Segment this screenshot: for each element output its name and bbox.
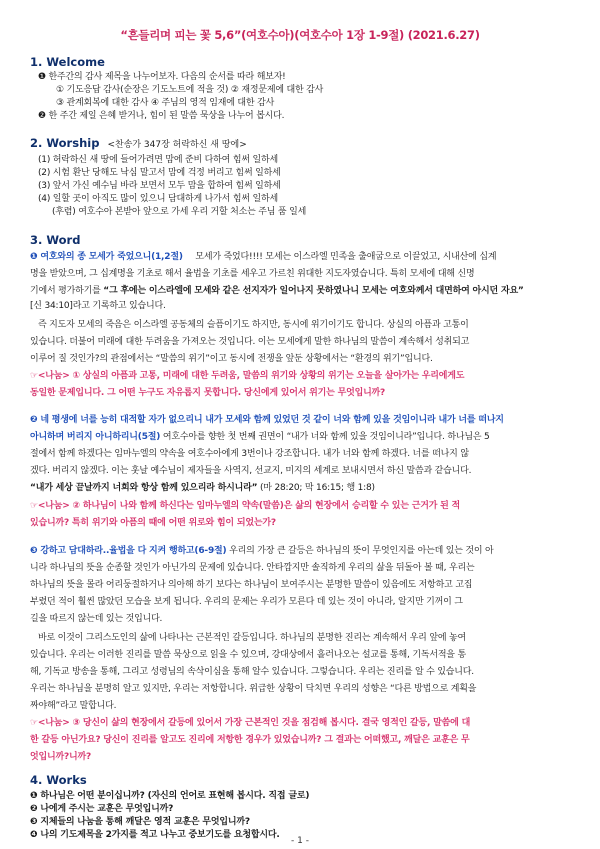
word-p3-line-9: 우리는 하나님을 분명히 알고 있지만, 우리는 저항합니다. 위급한 상황이 닥치면 우리의 성향은 “다른 방법으로 계획을 — [30, 684, 477, 694]
welcome-line-1 — [38, 71, 286, 83]
works-heading: 4. Works — [30, 773, 87, 787]
verse-2: (2) 시험 환난 당해도 낙심 말고서 맘에 걱정 버리고 힘써 일하세 — [38, 168, 281, 178]
works-item-3 — [30, 816, 250, 828]
word-p3-line-3: 하나님의 뜻을 몰라 어리둥절하거나 의아해 하기 보다는 하나님이 보여주시는 분명한 말씀이 있음에도 저항하고 고집 — [30, 580, 473, 590]
word-p3-line-6: 바로 이것이 그리스도인의 삶에 나타나는 근본적인 갈등입니다. 하나님의 분명한 진리는 계속해서 우리 앞에 놓여 — [38, 633, 466, 643]
page-title: “흔들리며 피는 꽃 5,6”(여호수아)(여호수아 1장 1-9절) (2021.6.27) — [120, 28, 480, 42]
works-text-2: 나에게 주시는 교훈은 무엇입니까? — [40, 804, 174, 814]
word-p1-line-3 — [30, 285, 524, 297]
word-p2-sharing-1: ☞<나눔> ② 하나님이 나와 함께 하신다는 임마누엘의 약속(말씀)은 삶의 현장에서 승리할 수 있는 근거가 된 적 — [30, 501, 461, 511]
works-bullet-4: ❹ — [30, 830, 38, 840]
word-p2-heading-end: 아니하며 버리지 아니하리니(5절) — [30, 432, 161, 442]
works-bullet-2: ❷ — [30, 804, 38, 814]
word-p2-refs: (마 28:20; 막 16:15; 행 1:8) — [257, 483, 375, 493]
bullet-1: ❶ — [38, 72, 46, 82]
welcome-heading: 1. Welcome — [30, 55, 105, 69]
welcome-line-4 — [38, 110, 284, 122]
word-p1-line-4: [신 34:10]라고 기록하고 있습니다. — [30, 301, 166, 311]
works-bullet-1: ❶ — [30, 791, 38, 801]
word-p1-quote: “그 후에는 이스라엘에 모세와 같은 선지자가 일어나지 못하였나니 모세는 여호와께서 대면하여 아시던 자요” — [103, 286, 524, 296]
word-p1-sharing-2: 동일한 문제입니다. 그 어떤 누구도 자유롭지 못합니다. 당신에게 있어서 위기는 무엇입니까? — [30, 388, 386, 398]
word-p3-sharing-2: 한 갈등 아닌가요? 당신이 진리를 알고도 진리에 저항한 경우가 있었습니까? 그 결과는 어떠했고, 깨달은 교훈은 무 — [30, 735, 470, 745]
welcome-line-2: ① 기도응답 감사(순장은 기도노트에 적을 것) ② 재정문제에 대한 감사 — [56, 85, 324, 95]
word-p1-sharing-1: ☞<나눔> ① 상실의 아픔과 고통, 미래에 대한 두려움, 말씀의 위기와 상황의 위기는 오늘을 살아가는 우리에게도 — [30, 371, 465, 381]
word-p3-sharing-1: ☞<나눔> ③ 당신이 삶의 현장에서 갈등에 있어서 가장 근본적인 것을 점검해 봅시다. 결국 영적인 갈등, 말씀에 대 — [30, 718, 471, 728]
word-p3-line-8: 해, 기독교 방송을 통해, 그리고 성령님의 속삭이심을 통해 알수 있습니다. 그렇습니다. 우리는 진리를 알 수 있습니다. — [30, 667, 474, 677]
word-p3-line-2: 니라 하나님의 뜻을 순종할 것인가 아닌가의 문제에 있습니다. 안타깝지만 솔직하게 우리의 삶을 뒤돌아 볼 때, 우리는 — [30, 563, 475, 573]
welcome-text-4: 한 주간 제일 은혜 받거나, 힘이 된 말씀 묵상을 나누어 봅시다. — [48, 111, 285, 121]
word-p3-heading: ❸ 강하고 담대하라..율법을 다 지켜 행하고(6-9절) — [30, 546, 227, 556]
word-heading: 3. Word — [30, 233, 81, 247]
word-p3-sharing-3: 엇입니까?니까? — [30, 752, 92, 762]
welcome-text-1: 한주간의 감사 제목을 나누어보자. 다음의 순서를 따라 해보자! — [48, 72, 286, 82]
word-p2-line-4 — [30, 482, 375, 494]
word-p1-text-c1: 기에서 평가하기를 — [30, 286, 104, 296]
word-p1-line-2: 명을 받았으며, 그 십계명을 기초로 해서 율법을 기초를 세우고 가르친 위대한 지도자였습니다. 특히 모세에 대해 신명 — [30, 269, 475, 279]
page-number: - 1 - — [291, 836, 309, 846]
word-p3-line-7: 있습니다. 우리는 이러한 진리를 말씀 묵상으로 읽을 수 있으며, 강대상에서 흘러나오는 설교를 통해, 기독서적을 통 — [30, 650, 466, 660]
word-p2-sharing-2: 있습니까? 특히 위기와 아픔의 때에 어떤 위로와 힘이 되었는가? — [30, 518, 276, 528]
welcome-line-3: ③ 관계회복에 대한 감사 ④ 주님의 영적 임재에 대한 감사 — [56, 98, 275, 108]
word-p1-line-1 — [30, 251, 496, 263]
word-p1-text-a: 모세가 죽었다!!!! 모세는 이스라엘 민족을 출애굽으로 이끌었고, 시내산에 십계 — [195, 252, 497, 262]
word-p2-line-1 — [30, 431, 490, 443]
word-p1-line-6: 있습니다. 더불어 미래에 대한 두려움을 가져오는 것입니다. 이는 모세에게 말한 하나님의 말씀이 계속해서 성취되고 — [30, 337, 470, 347]
worship-heading — [30, 136, 247, 150]
verse-4: (4) 일할 곳이 아직도 많이 있으니 담대하게 나가서 힘써 일하세 — [38, 194, 278, 204]
verse-chorus: (후렴) 여호수아 본받아 앞으로 가세 우리 거할 처소는 주님 품 일세 — [52, 207, 307, 217]
word-p2-heading: ❷ 네 평생에 너를 능히 대적할 자가 없으리니 내가 모세와 함께 있었던 것 같이 너와 함께 있을 것임이니라 내가 너를 떠나지 — [30, 415, 504, 425]
works-text-3: 지체들의 나눔을 통해 깨달은 영적 교훈은 무엇입니까? — [40, 817, 250, 827]
word-p3-line-1 — [30, 545, 494, 557]
word-p3-line-10: 짜야해”라고 말합니다. — [30, 701, 117, 711]
verse-3: (3) 앞서 가신 예수님 바라 보면서 모두 맘을 합하여 힘써 일하세 — [38, 181, 281, 191]
works-text-1: 하나님은 어떤 분이십니까? (자신의 언어로 표현해 봅시다. 직접 글로) — [40, 791, 310, 801]
word-p3-line-4: 부렸던 적이 훨씬 많았던 모습을 보게 됩니다. 우리의 문제는 우리가 모른다 데 있는 것이 아니라, 알지만 기꺼이 그 — [30, 597, 463, 607]
word-p2-line-2: 절에서 함께 하겠다는 임마누엘의 약속을 여호수아에게 3번이나 강조합니다. 내가 너와 함께 하겠다. 너를 떠나지 않 — [30, 449, 469, 459]
word-p1-heading: ❶ 여호와의 종 모세가 죽었으니(1,2절) — [30, 252, 183, 262]
works-item-2 — [30, 803, 173, 815]
word-p1-line-7: 이루어 질 것인가?의 관점에서는 “말씀의 위기”이고 동시에 전쟁을 앞둔 상황에서는 “환경의 위기”입니다. — [30, 354, 433, 364]
word-p2-quote: “내가 세상 끝날까지 너희와 항상 함께 있으리라 하시니라” — [30, 483, 258, 493]
works-text-4: 나의 기도제목을 2가지를 적고 나누고 중보기도를 요청합시다. — [40, 830, 280, 840]
works-item-1 — [30, 790, 309, 802]
bullet-2: ❷ — [38, 111, 46, 121]
word-p3-text-a: 우리의 가장 큰 갈등은 하나님의 뜻이 무엇인지를 아는데 있는 것이 아 — [226, 546, 494, 556]
word-p1-line-5: 즉 지도자 모세의 죽음은 이스라엘 공동체의 슬픔이기도 하지만, 동시에 위기이기도 합니다. 상실의 아픔과 고통이 — [38, 320, 469, 330]
word-p2-text-a: 여호수아를 향한 첫 번째 권면이 “내가 너와 함께 있을 것임이니라”입니다. 하나님은 5 — [160, 432, 490, 442]
worship-title: 2. Worship — [30, 136, 100, 150]
word-p2-line-3: 겠다. 버리지 않겠다. 이는 훗날 예수님이 제자들을 사역지, 선교지, 미지의 세계로 보내시면서 하신 말씀과 같습니다. — [30, 466, 472, 476]
word-p3-line-5: 길을 따르지 않는데 있는 것입니다. — [30, 614, 163, 624]
worship-hymn: <찬송가 347장 허락하신 새 땅에> — [107, 140, 247, 150]
verse-1: (1) 허락하신 새 땅에 들어가려면 맘에 준비 다하여 힘써 일하세 — [38, 155, 278, 165]
works-bullet-3: ❸ — [30, 817, 38, 827]
